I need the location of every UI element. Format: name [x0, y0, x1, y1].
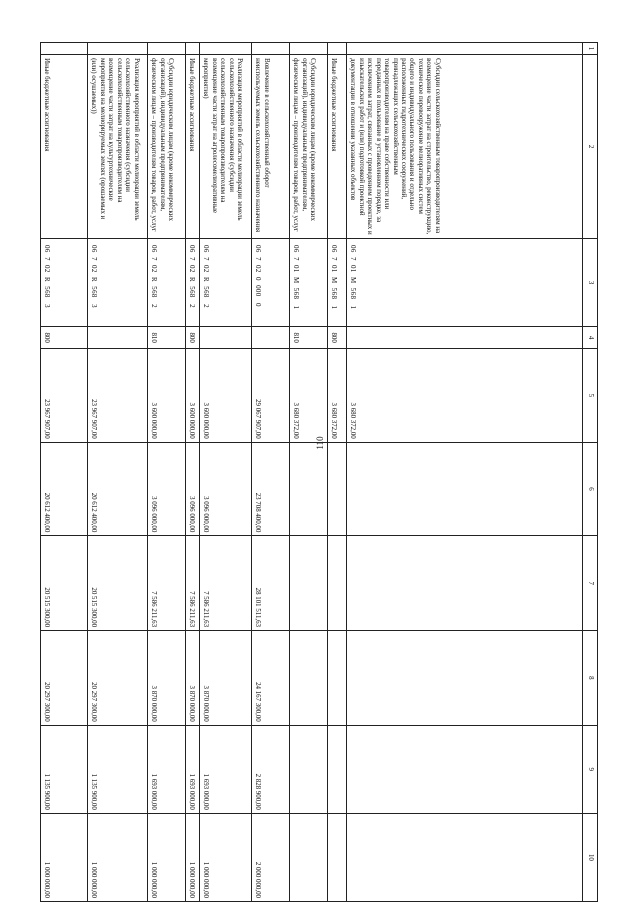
cell-cd: [252, 327, 290, 349]
cell-code: 06 7 01 M 568 1: [347, 239, 583, 327]
cell-name: Субсидии юридическим лицам (кроме некоммерческих организаций), индивидуальным предпринимателям, физическим лицам – производителям товаров, работ, услуг: [290, 55, 328, 239]
cell-name: Иные бюджетные ассигнования: [186, 55, 200, 239]
cell-code: 06 7 01 M 568 1: [290, 239, 328, 327]
cell-c8: 20 297 300,00: [41, 631, 88, 726]
cell-name: Субсидии юридическим лицам (кроме некоммерческих организаций), индивидуальным предпринимателям, физическим лицам – производителям товаров, работ, услуг: [148, 55, 186, 239]
header-cell: 10: [583, 813, 598, 901]
cell-c9: 2 828 900,00: [252, 725, 290, 813]
cell-c8: 3 870 000,00: [200, 631, 252, 726]
cell-c9: [290, 725, 328, 813]
table-row: [347, 43, 583, 902]
cell-c5: 3 600 000,00: [148, 349, 186, 443]
table-row: [252, 43, 290, 902]
cell-c7: [347, 536, 583, 631]
header-cell: 9: [583, 725, 598, 813]
cell-cd: 810: [148, 327, 186, 349]
cell-c5: 3 600 000,00: [186, 349, 200, 443]
cell-c10: [347, 813, 583, 901]
cell-c9: 1 135 900,00: [41, 725, 88, 813]
cell-empty: [252, 43, 290, 55]
cell-c6: 3 096 000,00: [200, 442, 252, 536]
cell-name: Иные бюджетные ассигнования: [328, 55, 347, 239]
cell-c6: 20 612 400,00: [88, 442, 148, 536]
cell-cd: 800: [41, 327, 88, 349]
page-number: 110: [315, 436, 325, 450]
cell-c8: 20 297 300,00: [88, 631, 148, 726]
cell-c6: 23 708 400,00: [252, 442, 290, 536]
cell-c6: [290, 442, 328, 536]
budget-table: [40, 42, 598, 902]
cell-cd: [200, 327, 252, 349]
table-row: [41, 43, 88, 902]
cell-c8: [347, 631, 583, 726]
cell-empty: [88, 43, 148, 55]
cell-c5: 29 067 907,00: [252, 349, 290, 443]
table-row: [88, 43, 148, 902]
table-body: [41, 43, 583, 902]
cell-c5: 23 967 907,00: [41, 349, 88, 443]
cell-c7: 7 586 211,63: [148, 536, 186, 631]
header-cell: 2: [583, 55, 598, 239]
header-cell: 7: [583, 536, 598, 631]
cell-c5: 3 680 372,00: [328, 349, 347, 443]
header-cell: 1: [583, 43, 598, 55]
cell-c9: [347, 725, 583, 813]
cell-c8: 3 870 000,00: [148, 631, 186, 726]
cell-c8: 3 870 000,00: [186, 631, 200, 726]
table-row: [200, 43, 252, 902]
cell-c6: [347, 442, 583, 536]
cell-c9: 1 693 000,00: [200, 725, 252, 813]
cell-c10: [290, 813, 328, 901]
cell-c7: 20 515 300,00: [88, 536, 148, 631]
cell-c9: 1 693 000,00: [148, 725, 186, 813]
cell-c10: 1 000 000,00: [200, 813, 252, 901]
table-row: [186, 43, 200, 902]
cell-cd: 810: [290, 327, 328, 349]
cell-name: Субсидии сельскохозяйственным товаропроизводителям на возмещение части затрат на строительство, реконструкцию, техническое перевооружение мелиоративных систем общего и индивидуального пользования и отдельно расположенных гидротехнических сооружений, принадлежащих сельскохозяйственным товаропроизводителям на праве собственности или переданных в пользование в установленном порядке, за исключением затрат, связанных с проведением проектных и изыскательских работ и (или) подготовкой проектной документации в отношении указанных объектов: [347, 55, 583, 239]
cell-cd: [88, 327, 148, 349]
cell-c5: 3 680 372,00: [347, 349, 583, 443]
cell-name: Реализация мероприятий в области мелиорации земель сельскохозяйственного назначения (субсидии сельскохозяйственным товаропроизводителям на возмещение части затрат на культуртехнические мероприятия на мелиорируемых землях (орошаемых и (или) осушаемых)): [88, 55, 148, 239]
cell-cd: [347, 327, 583, 349]
cell-c5: 3 600 000,00: [200, 349, 252, 443]
header-cell: 3: [583, 239, 598, 327]
cell-c8: 24 167 300,00: [252, 631, 290, 726]
cell-c9: 1 693 000,00: [186, 725, 200, 813]
cell-c6: 3 096 000,00: [186, 442, 200, 536]
cell-c9: 1 135 900,00: [88, 725, 148, 813]
cell-c7: [328, 536, 347, 631]
cell-c8: [328, 631, 347, 726]
cell-c7: 20 515 300,00: [41, 536, 88, 631]
header-cell: 8: [583, 631, 598, 726]
cell-code: 06 7 02 0 000 0: [252, 239, 290, 327]
cell-code: 06 7 02 R 568 2: [148, 239, 186, 327]
cell-c7: 7 586 211,63: [186, 536, 200, 631]
cell-cd: 800: [186, 327, 200, 349]
cell-empty: [41, 43, 88, 55]
cell-c7: 7 586 211,63: [200, 536, 252, 631]
cell-c10: 2 000 000,00: [252, 813, 290, 901]
cell-empty: [148, 43, 186, 55]
cell-name: Иные бюджетные ассигнования: [41, 55, 88, 239]
header-cell: 6: [583, 442, 598, 536]
cell-c7: [290, 536, 328, 631]
cell-empty: [290, 43, 328, 55]
table-row: [290, 43, 328, 902]
table-row: [328, 43, 347, 902]
cell-c9: [328, 725, 347, 813]
cell-empty: [347, 43, 583, 55]
cell-c10: 1 000 000,00: [88, 813, 148, 901]
cell-c8: [290, 631, 328, 726]
cell-code: 06 7 01 M 568 1: [328, 239, 347, 327]
cell-c5: 23 967 907,00: [88, 349, 148, 443]
cell-c5: 3 680 372,00: [290, 349, 328, 443]
cell-code: 06 7 02 R 568 2: [186, 239, 200, 327]
cell-empty: [328, 43, 347, 55]
cell-name: Вовлечение в сельскохозяйственный оборот неиспользуемых земель сельскохозяйственного назначения: [252, 55, 290, 239]
cell-code: 06 7 02 R 568 3: [88, 239, 148, 327]
cell-c10: [328, 813, 347, 901]
cell-c6: [328, 442, 347, 536]
table-row: [148, 43, 186, 902]
cell-cd: 800: [328, 327, 347, 349]
cell-c10: 1 000 000,00: [186, 813, 200, 901]
cell-code: 06 7 02 R 568 3: [41, 239, 88, 327]
cell-c10: 1 000 000,00: [41, 813, 88, 901]
header-cell: 4: [583, 327, 598, 349]
cell-c10: 1 000 000,00: [148, 813, 186, 901]
header-row: [583, 43, 598, 902]
cell-c6: 3 096 000,00: [148, 442, 186, 536]
cell-c7: 28 101 511,63: [252, 536, 290, 631]
rotated-table-container: [40, 42, 598, 902]
cell-name: Реализация мероприятий в области мелиорации земель сельскохозяйственного назначения (субсидии сельскохозяйственным товаропроизводителям на возмещение части затрат на агролесомелиоративные мероприятия): [200, 55, 252, 239]
cell-empty: [186, 43, 200, 55]
cell-code: 06 7 02 R 568 2: [200, 239, 252, 327]
header-cell: 5: [583, 349, 598, 443]
cell-c6: 20 612 400,00: [41, 442, 88, 536]
cell-empty: [200, 43, 252, 55]
